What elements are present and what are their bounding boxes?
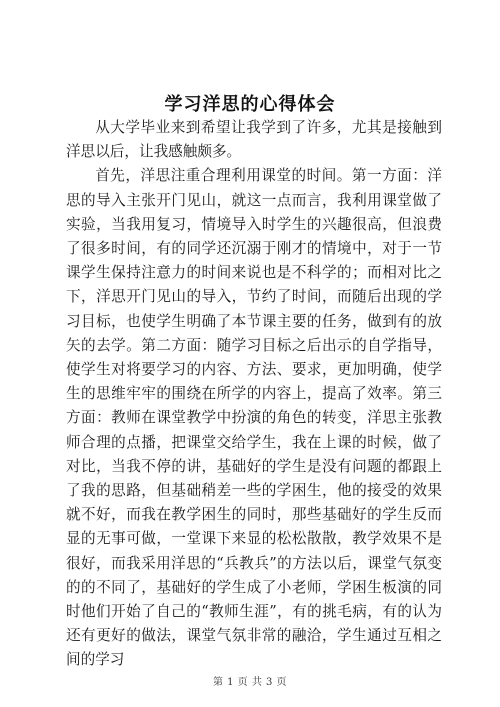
document-body bbox=[66, 116, 442, 673]
paragraph-main: 首先，洋思注重合理利用课堂的时间。第一方面：洋思的导入主张开门见山，就这一点而言，我利用课堂做了实验，当我用复习，情境导入时学生的兴趣很高，但浪费了很多时间，有的同学还沉溺于刚才的情境中，对于一节课学生保持注意力的时间来说也是不科学的；而相对比之下，洋思开门见山的导入，节约了时间，而随后出现的学习目标，也使学生明确了本节课主要的任务，做到有的放矢的去学。第二方面：随学习目标之后出示的自学指导，使学生对将要学习的内容、方法、要求，更加明确，使学生的思维牢牢的围绕在所学的内容上，提高了效率。第三方面：教师在课堂教学中扮演的角色的转变，洋思主张教师合理的点播，把课堂交给学生，我在上课的时候，做了对比，当我不停的讲，基础好的学生是没有问题的都跟上了我的思路，但基础稍差一些的学困生，他的接受的效果就不好，而我在教学困生的同时，那些基础好的学生反而显的无事可做，一堂课下来显的松松散散，教学效果不是很好，而我采用洋思的“兵教兵”的方法以后，课堂气氛变的的不同了，基础好的学生成了小老师，学困生板演的同时他们开始了自己的“教师生涯”，有的挑毛病，有的认为还有更好的做法，课堂气氛非常的融洽，学生通过互相之间的学习 bbox=[66, 167, 442, 669]
paragraph-intro: 从大学毕业来到希望让我学到了许多，尤其是接触到洋思以后，让我感触颇多。 bbox=[66, 119, 442, 161]
document-title: 学习洋思的心得体会 bbox=[164, 94, 336, 115]
page-footer: 第 1 页 共 3 页 bbox=[212, 677, 288, 688]
